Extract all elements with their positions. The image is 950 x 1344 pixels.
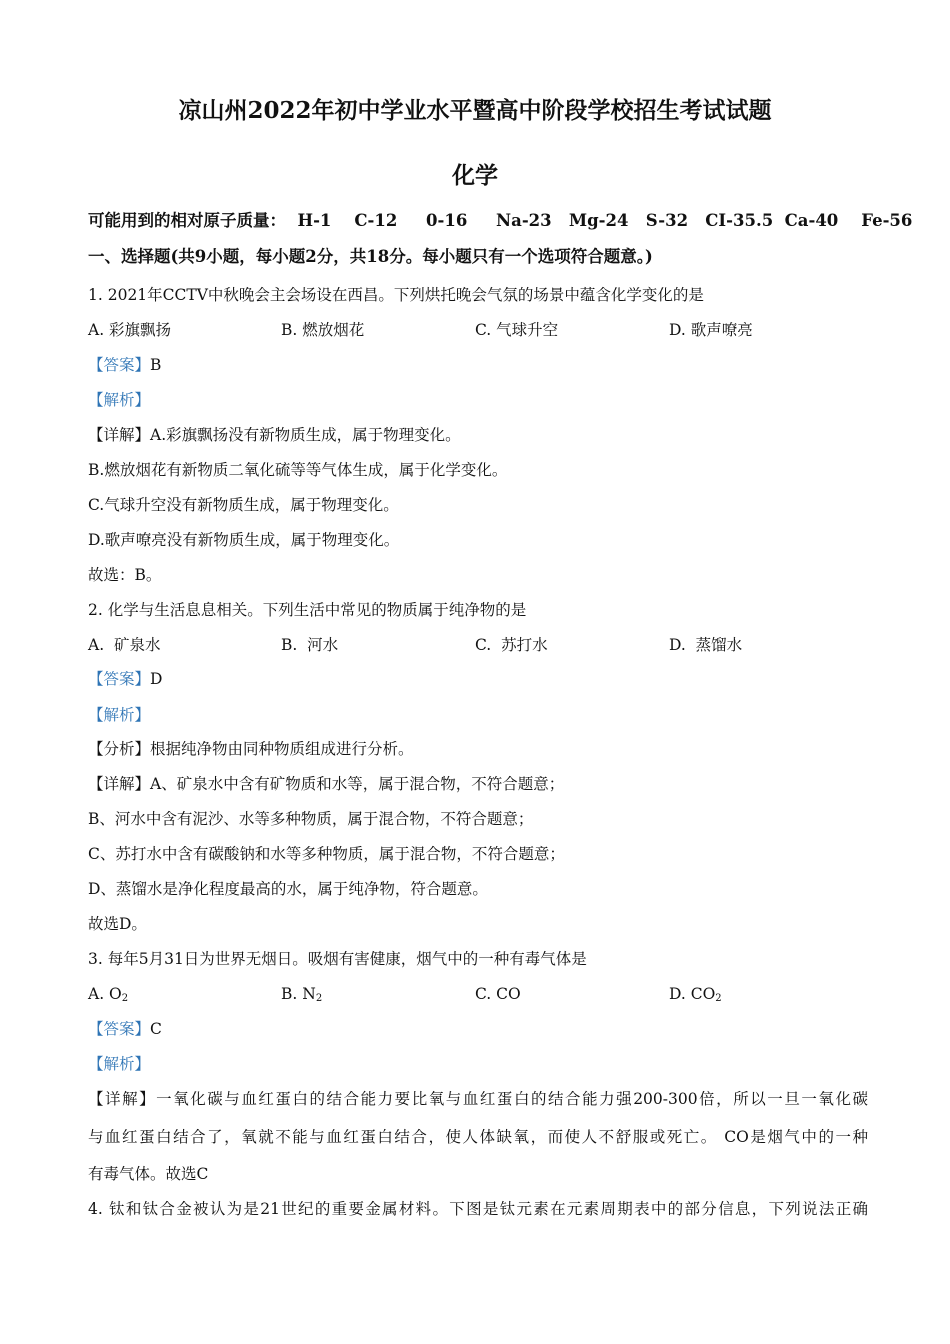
question-1-detail-line <box>88 425 868 445</box>
answer-value: D <box>150 670 163 688</box>
question-3-detail-line <box>88 1089 868 1109</box>
detail-tag: 【详解】 <box>88 1090 157 1108</box>
question-1-option-c: C. 气球升空 <box>475 321 559 339</box>
answer-tag: 【答案】 <box>88 356 151 374</box>
question-1-detail-line: D.歌声嘹亮没有新物质生成，属于物理变化。 <box>88 531 400 549</box>
fenxi-tag: 【分析】 <box>88 740 151 758</box>
analysis-tag: 【解析】 <box>88 391 151 409</box>
analysis-tag: 【解析】 <box>88 706 151 724</box>
detail-text: A、矿泉水中含有矿物质和水等，属于混合物，不符合题意； <box>150 775 565 793</box>
question-1-option-a: A. 彩旗飘扬 <box>88 321 172 339</box>
question-2-option-a: A. 矿泉水 <box>88 636 161 654</box>
question-3-stem: 3. 每年5月31日为世界无烟日。吸烟有害健康，烟气中的一种有毒气体是 <box>88 950 587 968</box>
question-1-stem: 1. 2021年CCTV中秋晚会主会场设在西昌。下列烘托晚会气氛的场景中蕴含化学变化的是 <box>88 286 704 304</box>
question-2-stem: 2. 化学与生活息息相关。下列生活中常见的物质属于纯净物的是 <box>88 601 527 619</box>
fenxi-text: 根据纯净物由同种物质组成进行分析。 <box>150 740 414 758</box>
detail-tag: 【详解】 <box>88 426 151 444</box>
question-2-option-d: D. 蒸馏水 <box>669 636 743 654</box>
question-2-option-c: C. 苏打水 <box>475 636 548 654</box>
atomic-masses-line: 可能用到的相对原子质量： H-1 C-12 0-16 Na-23 Mg-24 S-32 CI-35.5 Ca-40 Fe-56 <box>88 211 913 230</box>
question-3-detail-line: 与血红蛋白结合了，氧就不能与血红蛋白结合，使人体缺氧，而使人不舒服或死亡。 CO是烟气中的一种 <box>88 1128 868 1146</box>
question-3-detail-line: 有毒气体。故选C <box>88 1165 209 1183</box>
question-4-stem: 4. 钛和钛合金被认为是21世纪的重要金属材料。下图是钛元素在元素周期表中的部分信息，下列说法正确 <box>88 1200 868 1218</box>
question-2-conclusion: 故选D。 <box>88 915 147 933</box>
question-2-option-b: B. 河水 <box>281 636 339 654</box>
question-2-detail-line: D、蒸馏水是净化程度最高的水，属于纯净物，符合题意。 <box>88 880 488 898</box>
answer-tag: 【答案】 <box>88 1020 151 1038</box>
question-3-option-b: B. $N_2$ <box>281 985 323 1004</box>
detail-text: 一氧化碳与血红蛋白的结合能力要比氧与血红蛋白的结合能力强200-300倍，所以一旦一氧化碳 <box>156 1090 868 1108</box>
question-1-option-d: D. 歌声嘹亮 <box>669 321 753 339</box>
question-2-fenxi <box>88 739 868 759</box>
question-3-option-c: C. CO <box>475 985 521 1003</box>
question-1-option-b: B. 燃放烟花 <box>281 321 365 339</box>
subject-title: 化学 <box>452 162 498 189</box>
section-heading: 一、选择题(共9小题，每小题2分，共18分。每小题只有一个选项符合题意。) <box>88 247 653 266</box>
question-2-answer <box>88 669 868 689</box>
analysis-tag: 【解析】 <box>88 1055 151 1073</box>
detail-tag: 【详解】 <box>88 775 151 793</box>
detail-text: A.彩旗飘扬没有新物质生成，属于物理变化。 <box>150 426 461 444</box>
answer-value: C <box>150 1020 162 1038</box>
question-3-option-d: D. $CO_2$ <box>669 985 722 1004</box>
answer-value: B <box>150 356 162 374</box>
question-2-detail-line <box>88 774 868 794</box>
exam-title: 凉山州2022年初中学业水平暨高中阶段学校招生考试试题 <box>178 97 772 124</box>
question-2-detail-line: C、苏打水中含有碳酸钠和水等多种物质，属于混合物，不符合题意； <box>88 845 565 863</box>
question-1-answer <box>88 355 868 375</box>
question-3-option-a: A. $O_2$ <box>88 985 129 1004</box>
answer-tag: 【答案】 <box>88 670 151 688</box>
question-1-detail-line: B.燃放烟花有新物质二氧化硫等等气体生成，属于化学变化。 <box>88 461 508 479</box>
question-1-detail-line: C.气球升空没有新物质生成，属于物理变化。 <box>88 496 399 514</box>
question-3-answer <box>88 1019 868 1039</box>
question-1-conclusion: 故选：B。 <box>88 566 162 584</box>
question-2-detail-line: B、河水中含有泥沙、水等多种物质，属于混合物，不符合题意； <box>88 810 534 828</box>
